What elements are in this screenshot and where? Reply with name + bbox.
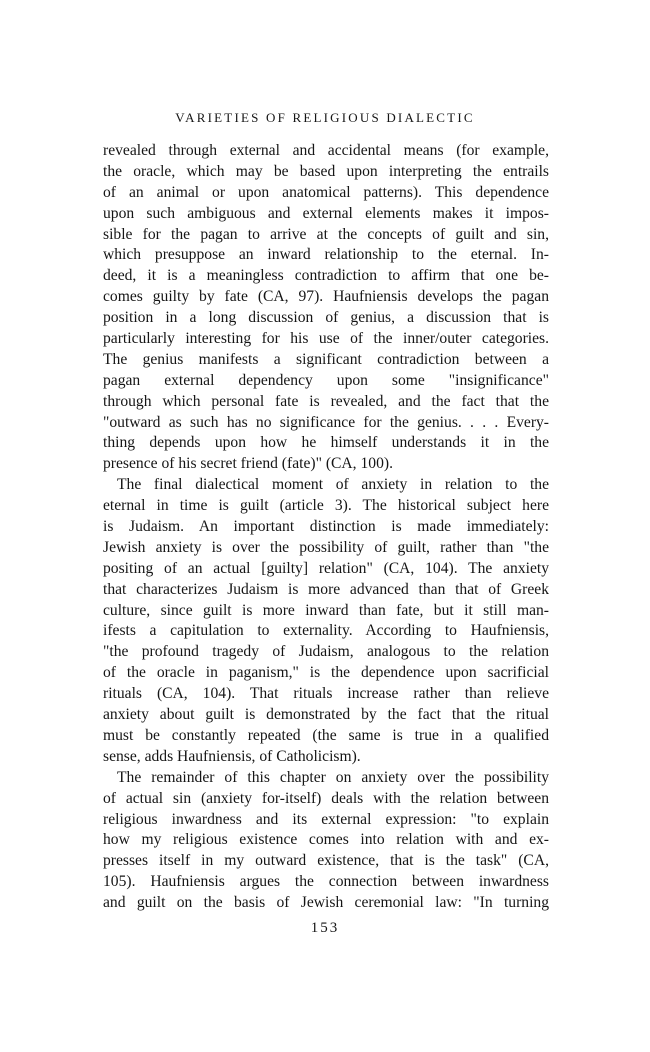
text-line: revealed through external and accidental means (for example, [103,142,549,159]
text-line: culture, since guilt is more inward than fate, but it still man- [103,601,549,619]
text-line: particularly interesting for his use of the inner/outer categories. [103,330,549,348]
text-line: "outward as such has no significance for the genius. . . . Every- [103,413,549,431]
text-line: Jewish anxiety is over the possibility of guilt, rather than "the [103,538,549,556]
text-line: presence of his secret friend (fate)" (CA, 100). [103,455,393,473]
text-line: ifests a capitulation to externality. According to Haufniensis, [103,622,549,640]
text-line: sible for the pagan to arrive at the concepts of guilt and sin, [103,225,549,243]
text-line: anxiety about guilt is demonstrated by the fact that the ritual [103,706,549,724]
text-line: of actual sin (anxiety for-itself) deals with the relation between [103,789,549,807]
text-line: the oracle, which may be based upon interpreting the entrails [103,162,549,180]
text-line: presses itself in my outward existence, that is the task" (CA, [103,852,549,870]
text-line: of an animal or upon anatomical patterns). This dependence [103,183,549,201]
text-line: pagan external dependency upon some "insignificance" [103,371,549,389]
running-head: VARIETIES OF RELIGIOUS DIALECTIC [175,110,475,125]
text-line: that characterizes Judaism is more advanced than that of Greek [103,580,549,598]
text-line: The remainder of this chapter on anxiety over the possibility [117,768,549,786]
text-line: sense, adds Haufniensis, of Catholicism). [103,747,361,765]
text-line: of the oracle in paganism," is the dependence upon sacrificial [103,664,549,682]
text-line: how my religious existence comes into relation with and ex- [103,831,549,849]
text-line: upon such ambiguous and external elements makes it impos- [103,204,549,222]
text-line: thing depends upon how he himself understands it in the [103,434,549,452]
text-line: must be constantly repeated (the same is true in a qualified [103,726,549,744]
text-line: The genius manifests a significant contradiction between a [103,350,549,368]
text-line: eternal in time is guilt (article 3). The historical subject here [103,497,549,515]
text-line: through which personal fate is revealed, and the fact that the [103,392,549,410]
text-line: "the profound tragedy of Judaism, analogous to the relation [103,643,549,661]
text-line: is Judaism. An important distinction is made immediately: [103,518,549,536]
text-line: 105). Haufniensis argues the connection between inwardness [103,873,549,891]
text-line: and guilt on the basis of Jewish ceremonial law: "In turning [103,894,549,912]
text-line: comes guilty by fate (CA, 97). Haufniensis develops the pagan [103,288,549,306]
text-line: religious inwardness and its external expression: "to explain [103,810,549,828]
page-number: 153 [310,920,340,936]
text-line: deed, it is a meaningless contradiction to affirm that one be- [103,267,549,285]
body-text [103,141,549,914]
text-line: which presuppose an inward relationship to the eternal. In- [103,246,549,264]
text-line: rituals (CA, 104). That rituals increase rather than relieve [103,685,549,703]
text-line: position in a long discussion of genius, a discussion that is [103,309,549,327]
text-line: The final dialectical moment of anxiety in relation to the [117,476,549,494]
text-line: positing of an actual [guilty] relation" (CA, 104). The anxiety [103,559,549,577]
